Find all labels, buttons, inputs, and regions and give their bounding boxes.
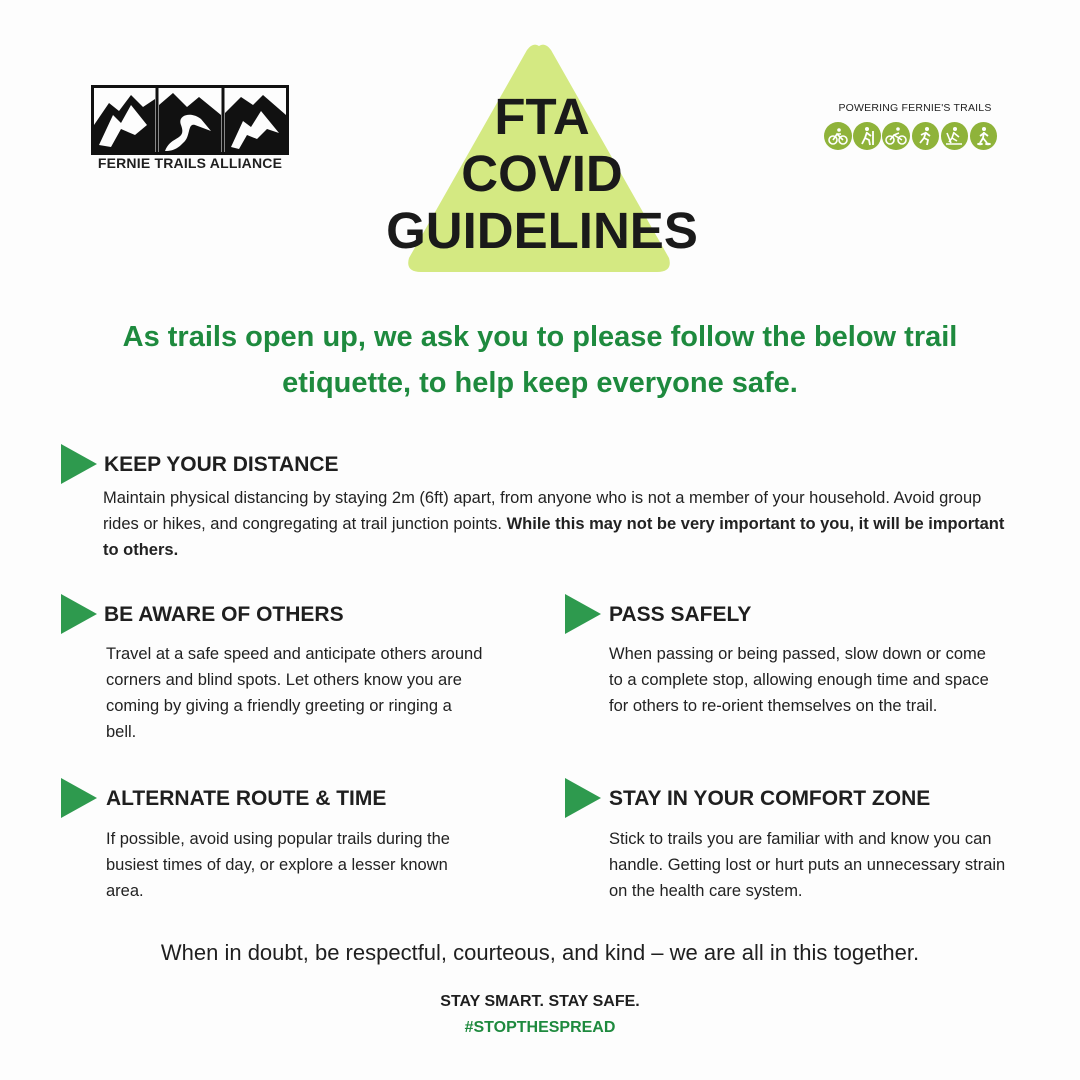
closing-message: When in doubt, be respectful, courteous, and kind – we are all in this together. <box>160 940 920 965</box>
arrow-icon <box>61 778 97 818</box>
distance-body-emphasis: While this may not be very important to you, it will be important to others. <box>103 515 1005 559</box>
section-body-keep-distance <box>103 485 1013 563</box>
arrow-icon <box>61 594 97 634</box>
powering-tagline: POWERING FERNIE'S TRAILS <box>838 102 992 114</box>
bike-rider-icon <box>882 122 910 150</box>
section-title-comfort-zone: STAY IN YOUR COMFORT ZONE <box>609 787 931 810</box>
mountain-bike-icon <box>824 122 852 150</box>
trail-runner-icon <box>912 122 940 150</box>
section-title-be-aware: BE AWARE OF OTHERS <box>104 603 344 626</box>
page-title <box>360 88 724 259</box>
arrow-icon <box>565 594 601 634</box>
hashtag: #STOPTHESPREAD <box>464 1019 616 1036</box>
snowshoer-icon <box>970 122 998 150</box>
section-title-pass-safely: PASS SAFELY <box>609 603 752 626</box>
cross-country-skier-icon <box>941 122 969 150</box>
hiker-icon <box>853 122 881 150</box>
section-title-alternate-route: ALTERNATE ROUTE & TIME <box>106 787 387 810</box>
section-body-alternate-route: If possible, avoid using popular trails during the busiest times of day, or explore a lesser known area. <box>106 830 450 900</box>
logo-name: FERNIE TRAILS ALLIANCE <box>97 155 283 171</box>
arrow-icon <box>61 444 97 484</box>
section-title-keep-distance: KEEP YOUR DISTANCE <box>104 453 339 476</box>
section-body-pass-safely: When passing or being passed, slow down or come to a complete stop, allowing enough time and space for others to re-orient themselves on the trail. <box>609 645 989 715</box>
title-line-3: GUIDELINES <box>386 202 698 259</box>
arrow-icon <box>565 778 601 818</box>
distance-body-text: Maintain physical distancing by staying 2m (6ft) apart, from anyone who is not a member of your household. Avoid group rides or hikes, and congregating at trail junction points. <box>103 489 982 533</box>
title-line-2: COVID <box>461 145 623 202</box>
intro-text <box>60 314 1020 406</box>
title-line-1: FTA <box>494 88 590 145</box>
stay-safe-slogan: STAY SMART. STAY SAFE. <box>440 993 640 1010</box>
intro-line-2: etiquette, to help keep everyone safe. <box>282 367 798 399</box>
intro-line-1: As trails open up, we ask you to please follow the below trail <box>122 321 958 353</box>
fernie-trails-alliance-logo <box>91 85 289 155</box>
section-body-comfort-zone: Stick to trails you are familiar with and know you can handle. Getting lost or hurt puts an unnecessary strain on the health care system. <box>609 830 1006 900</box>
section-body-be-aware: Travel at a safe speed and anticipate others around corners and blind spots. Let others know you are coming by giving a friendly greeting or ringing a bell. <box>106 645 483 741</box>
activity-icons <box>824 122 999 152</box>
